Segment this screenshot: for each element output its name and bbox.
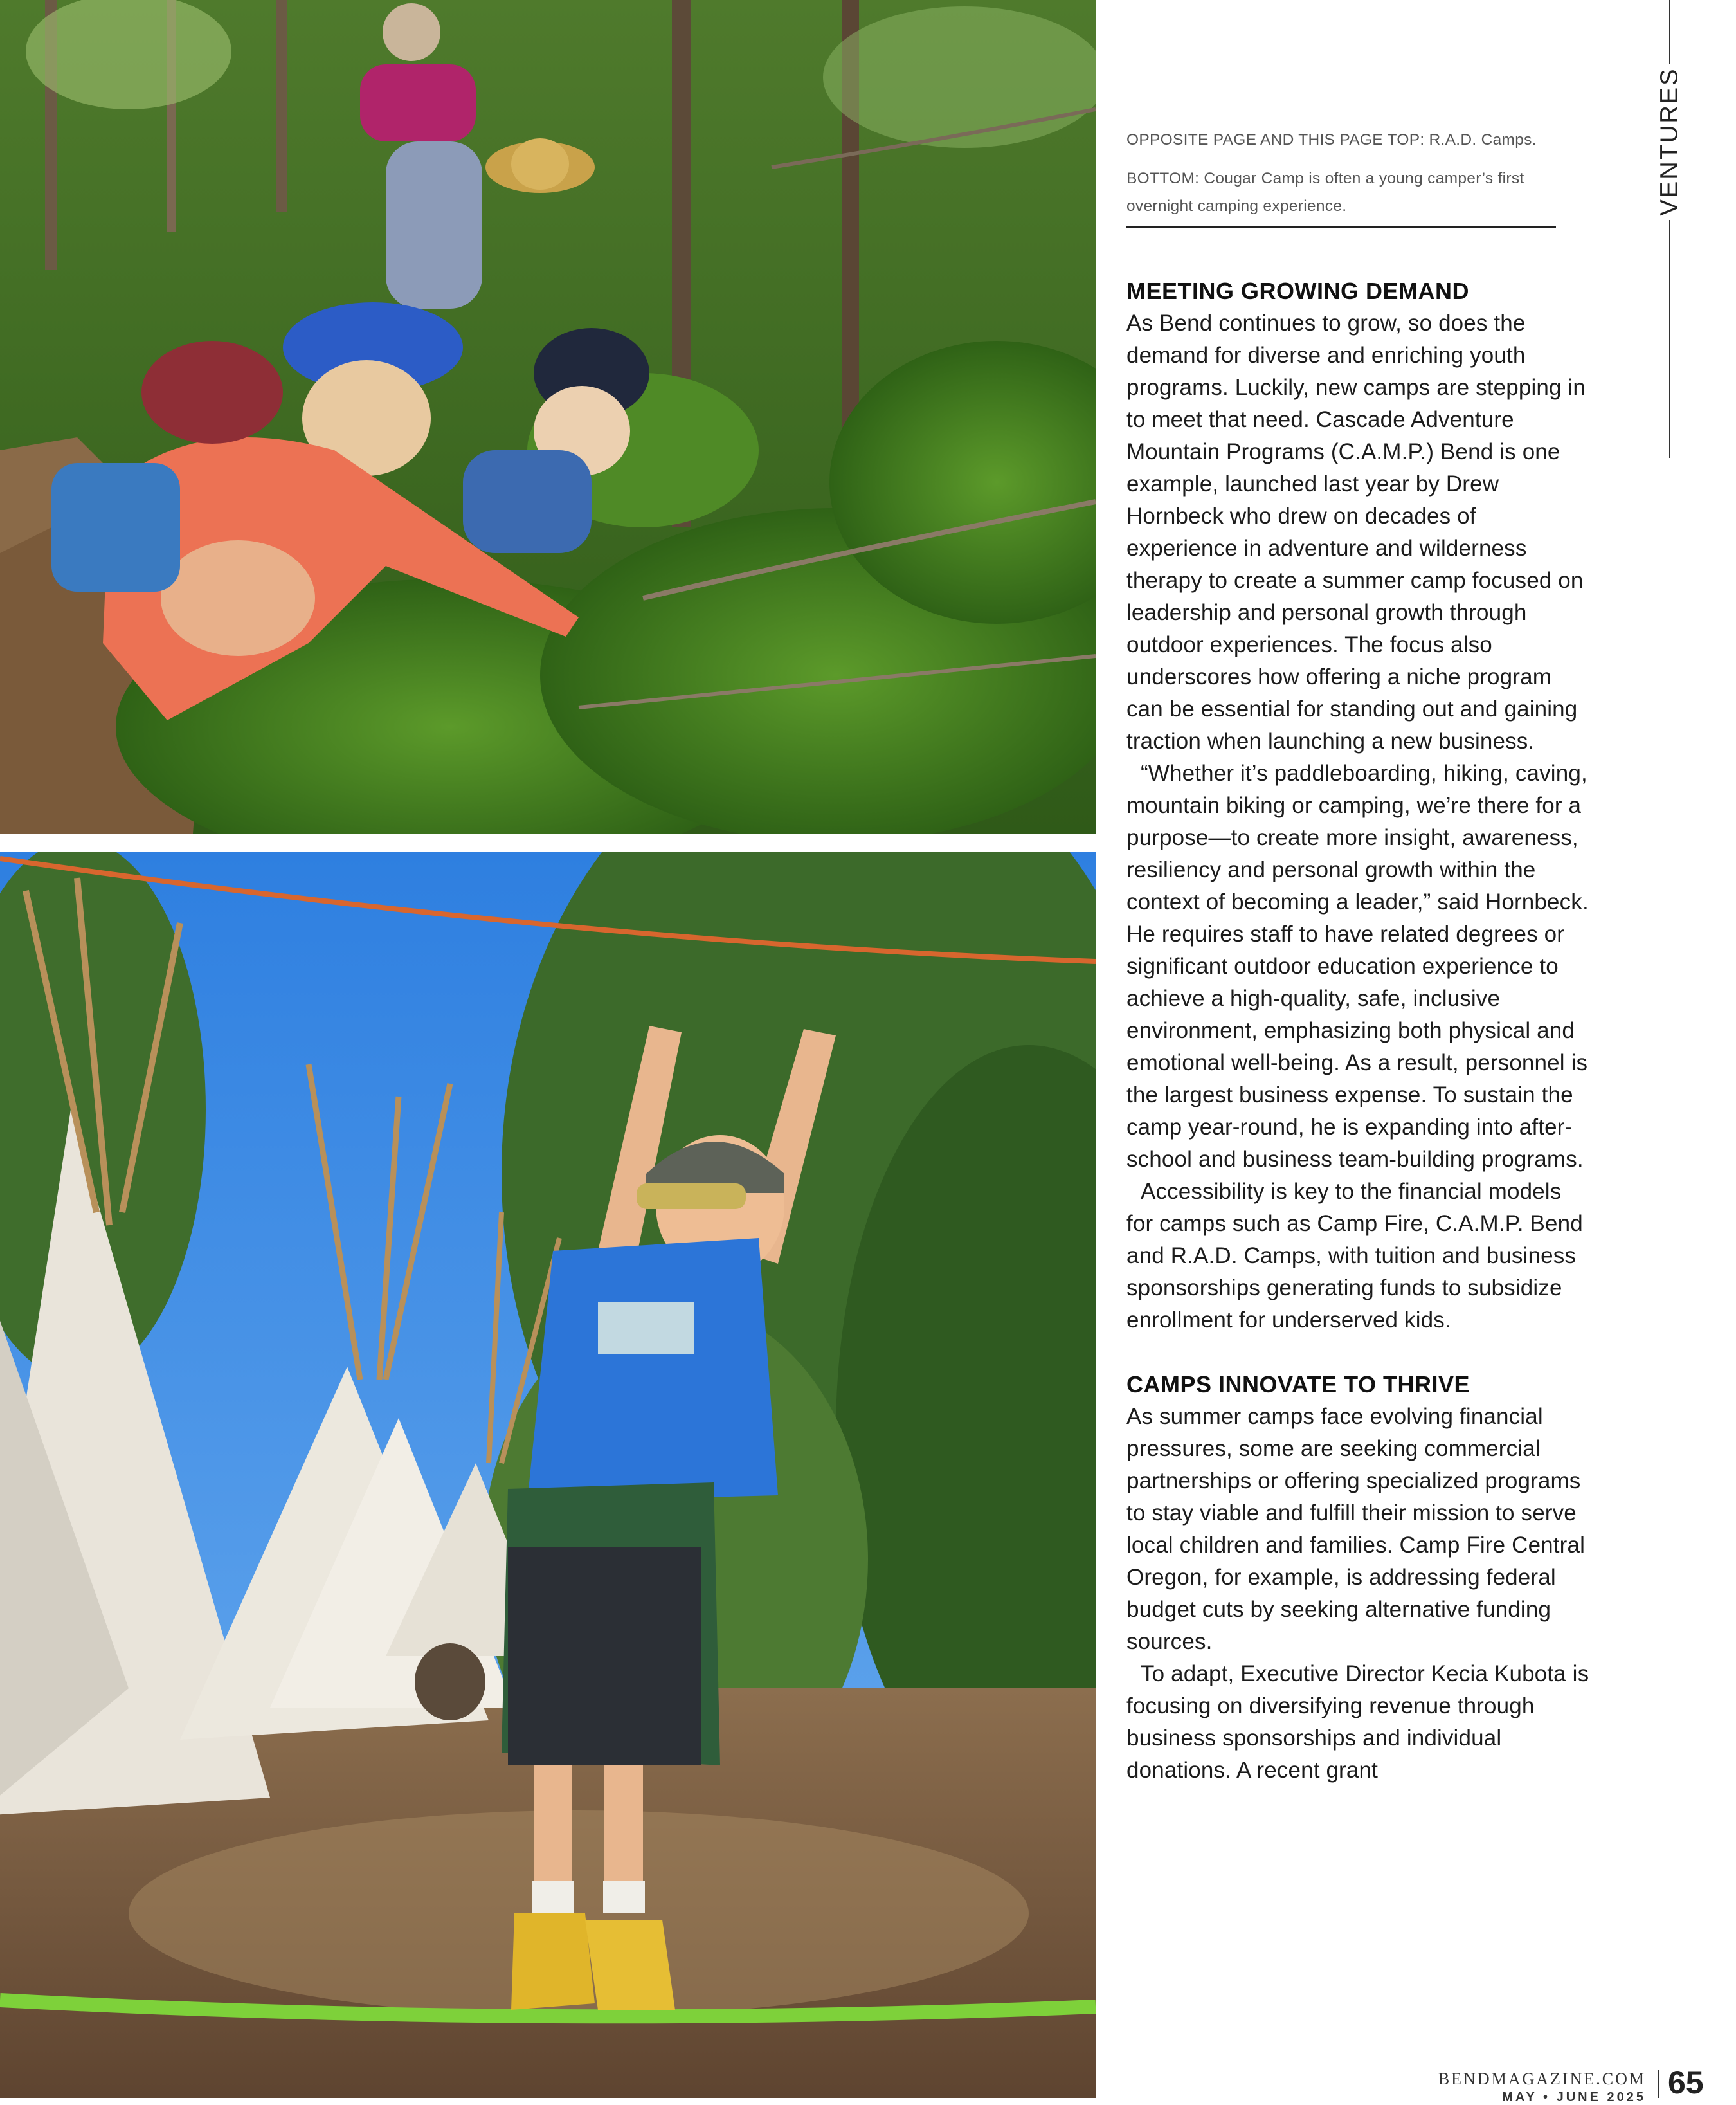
section-heading-demand: MEETING GROWING DEMAND [1126, 278, 1469, 304]
caption-top: OPPOSITE PAGE AND THIS PAGE TOP: R.A.D. Camps. [1126, 131, 1537, 149]
article-paragraph-5: To adapt, Executive Director Kecia Kubota is focusing on diversifying revenue through business sponsorships and individual donations. A recent grant [1126, 1661, 1589, 1783]
footer-website: BENDMAGAZINE.COM [1438, 2070, 1646, 2088]
article-paragraph-3: Accessibility is key to the financial models for camps such as Camp Fire, C.A.M.P. Bend and R.A.D. Camps, with tuition and business sponsorships generating funds to subsidize enrollment for underserved kids. [1126, 1179, 1583, 1333]
article-body [1126, 275, 1589, 1787]
section-tab-label: VENTURES [1656, 67, 1683, 215]
caption-divider [1126, 226, 1556, 228]
photo-boy-slackline-teepees [0, 852, 1096, 2098]
article-paragraph-4: As summer camps face evolving financial pressures, some are seeking commercial partnerships or offering specialized programs to stay viable and fulfill their mission to serve local children and families. Camp Fire Central Oregon, for example, is addressing federal budget cuts by seeking alternative funding sources. [1126, 1404, 1586, 1654]
section-tab-rule-bottom [1669, 220, 1670, 458]
photo-captions [1126, 126, 1577, 220]
article-paragraph-1: As Bend continues to grow, so does the demand for diverse and enriching youth programs. Luckily, new camps are stepping in to meet that need. Cascade Adventure Mountain Programs (C.A.M.P.) Bend is one example, launched last year by Drew Hornbeck who drew on decades of experience in adventure and wilderness therapy to create a summer camp focused on leadership and personal growth through outdoor experiences. The focus also underscores how offering a niche program can be essential for standing out and gaining traction when launching a new business. [1126, 311, 1586, 754]
section-tab [1647, 0, 1692, 463]
article-paragraph-2: “Whether it’s paddleboarding, hiking, caving, mountain biking or camping, we’re there for a purpose—to create more insight, awareness, resiliency and personal growth within the context of becoming a leader,” said Hornbeck. He requires staff to have related degrees or significant outdoor education experience to achieve a high-quality, safe, inclusive environment, emphasizing both physical and emotional well-being. As a result, personnel is the largest business expense. To sustain the camp year-round, he is expanding into after-school and business team-building programs. [1126, 761, 1589, 1172]
page-number: 65 [1668, 2064, 1704, 2100]
footer-issue-date: MAY • JUNE 2025 [1502, 2090, 1646, 2104]
section-tab-label-wrap [1647, 67, 1692, 215]
section-heading-innovate: CAMPS INNOVATE TO THRIVE [1126, 1371, 1470, 1398]
section-tab-rule-top [1669, 0, 1670, 64]
section-spacer [1126, 1336, 1589, 1369]
caption-bottom: BOTTOM: Cougar Camp is often a young camper’s first overnight camping experience. [1126, 170, 1524, 215]
photo-children-foraging [0, 0, 1096, 834]
footer-divider [1658, 2070, 1659, 2098]
